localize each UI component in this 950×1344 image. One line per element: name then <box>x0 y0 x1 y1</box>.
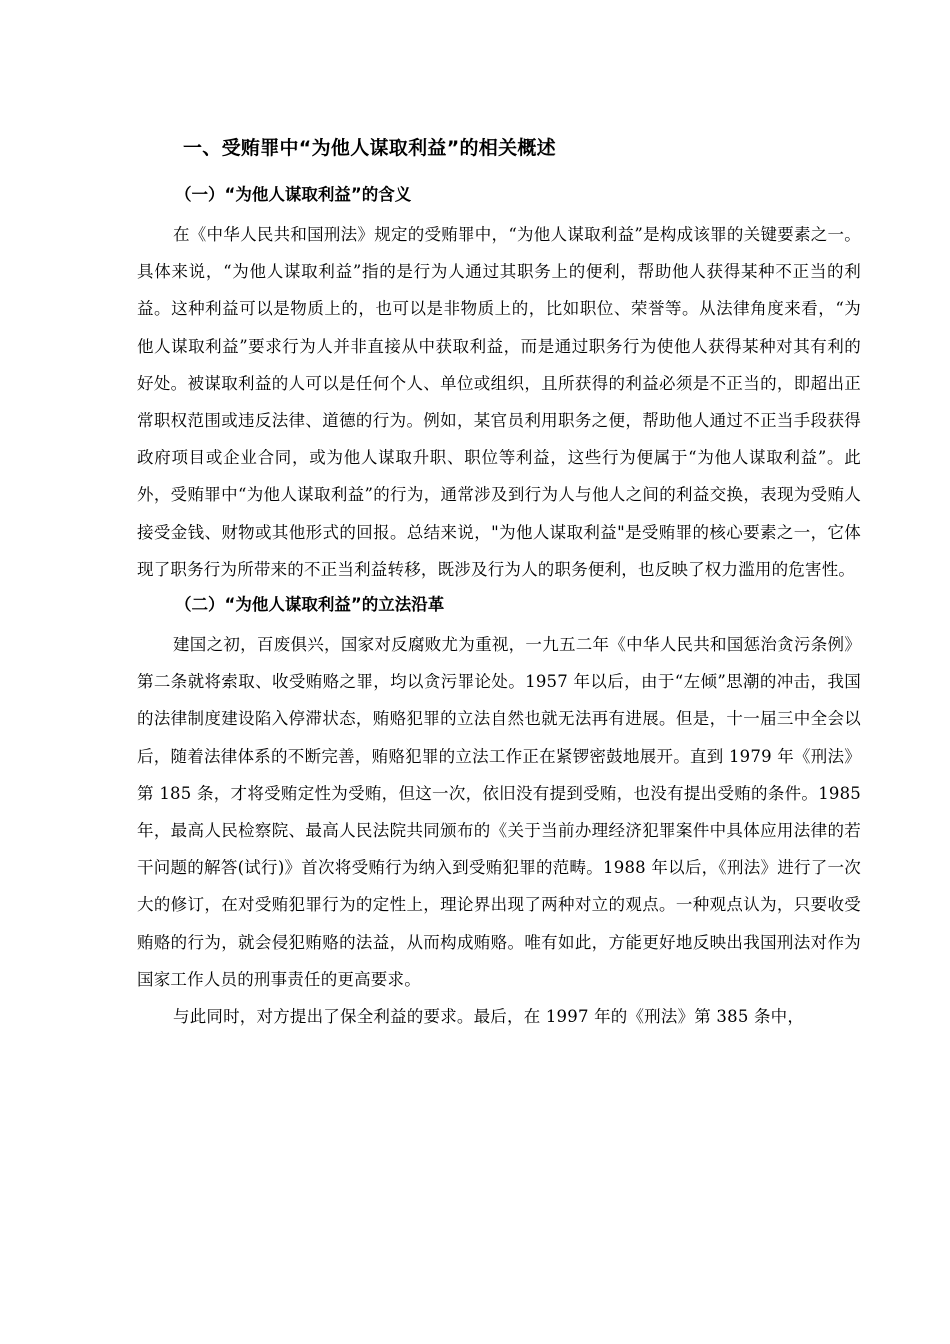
paragraph-legislative-history-1: 建国之初，百废俱兴，国家对反腐败尤为重视，一九五二年《中华人民共和国惩治贪污条例》第二条就将索取、收受贿赂之罪，均以贪污罪论处。1957 年以后，由于“左倾”思潮的冲击，我国的法律制度建设陷入停滞状态，贿赂犯罪的立法自然也就无法再有进展。但是，十一届三中全会以后，随着法律体系的不断完善，贿赂犯罪的立法工作正在紧锣密鼓地展开。直到 1979 年《刑法》第 185 条，才将受贿定性为受贿，但这一次，依旧没有提到受贿，也没有提出受贿的条件。1985 年，最高人民检察院、最高人民法院共同颁布的《关于当前办理经济犯罪案件中具体应用法律的若干问题的解答(试行)》首次将受贿行为纳入到受贿犯罪的范畴。1988 年以后，《刑法》进行了一次大的修订，在对受贿犯罪行为的定性上，理论界出现了两种对立的观点。一种观点认为，只要收受贿赂的行为，就会侵犯贿赂的法益，从而构成贿赂。唯有如此，方能更好地反映出我国刑法对作为国家工作人员的刑事责任的更高要求。 <box>137 635 861 989</box>
subsection-heading-legislative-history: （二）“为他人谋取利益”的立法沿革 <box>175 595 445 615</box>
section-title: 一、受贿罪中“为他人谋取利益”的相关概述 <box>183 137 556 159</box>
paragraph-meaning: 在《中华人民共和国刑法》规定的受贿罪中，“为他人谋取利益”是构成该罪的关键要素之一。具体来说，“为他人谋取利益”指的是行为人通过其职务上的便利，帮助他人获得某种不正当的利益。这种利益可以是物质上的，也可以是非物质上的，比如职位、荣誉等。从法律角度来看，“为他人谋取利益”要求行为人并非直接从中获取利益，而是通过职务行为使他人获得某种对其有利的好处。被谋取利益的人可以是任何个人、单位或组织，且所获得的利益必须是不正当的，即超出正常职权范围或违反法律、道德的行为。例如，某官员利用职务之便，帮助他人通过不正当手段获得政府项目或企业合同，或为他人谋取升职、职位等利益，这些行为便属于“为他人谋取利益”。此外，受贿罪中“为他人谋取利益”的行为，通常涉及到行为人与他人之间的利益交换，表现为受贿人接受金钱、财物或其他形式的回报。总结来说，"为他人谋取利益"是受贿罪的核心要素之一，它体现了职务行为所带来的不正当利益转移，既涉及行为人的职务便利，也反映了权力滥用的危害性。 <box>137 225 861 579</box>
subsection-heading-meaning: （一）“为他人谋取利益”的含义 <box>175 185 412 204</box>
paragraph-legislative-history-2: 与此同时，对方提出了保全利益的要求。最后，在 1997 年的《刑法》第 385 条中， <box>173 1007 805 1027</box>
document-content <box>137 128 861 1035</box>
